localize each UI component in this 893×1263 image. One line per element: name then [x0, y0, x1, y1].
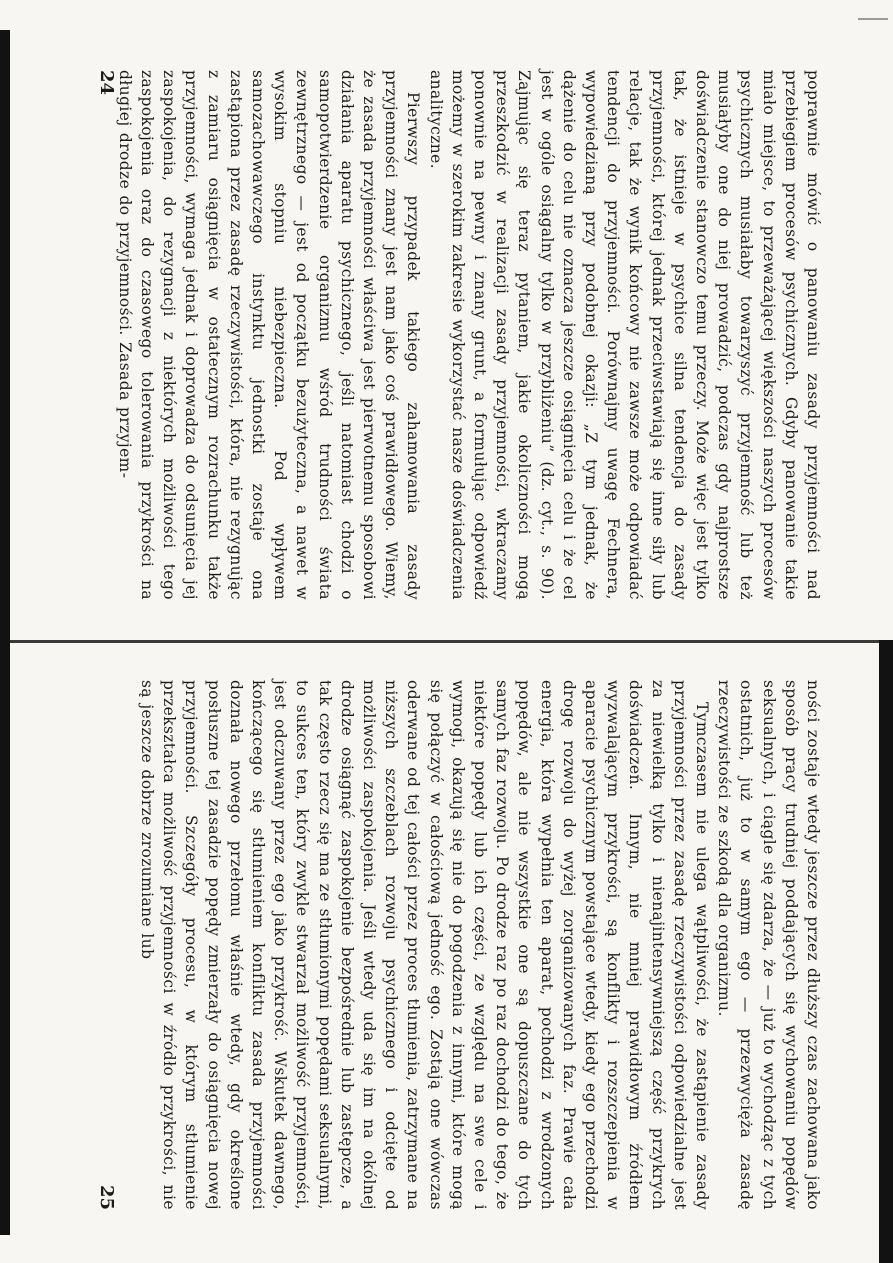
page-24-text: [114, 70, 825, 600]
paragraph: Tymczasem nie ulega wątpliwości, że zastąpienie zasady przyjemności przez zasadę rzeczywistości odpowiedzialne jest za niewielką tylko i nienajintensywniejszą część przykrych doświadczeń. Innym, nie mniej prawidłowym źródłem wyzwalającym przykrości, są konflikty i rozszczepienia w aparacie psychicznym powstające wtedy, kiedy ego przechodzi drogę rozwoju do wyżej zorganizowanych faz. Prawie cała energia, która wypełnia ten aparat, pochodzi z wrodzonych popędów, ale nie wszystkie one są dopuszczane do tych samych faz rozwoju. Po drodze raz po raz dochodzi do tego, że niektóre popędy lub ich części, ze względu na swe cele i wymogi, okazują się nie do pogodzenia z innymi, które mogą się połączyć w całościową jedność ego. Zostają one wówczas oderwane od tej całości przez proces tłumienia, zatrzymane na niższych szczeblach rozwoju psychicznego i odcięte od możliwości zaspokojenia. Jeśli wtedy uda się im na okólnej drodze osiągnąć zaspokojenie bezpośrednie lub zastępcze, a tak często rzecz się ma ze stłumionymi popędami seksualnymi, to sukces ten, który zwykle stwarzał możliwość przyjemności, jest odczuwany przez ego jako przykrość. Wskutek dawnego, kończącego się stłumieniem konfliktu zasada przyjemności doznała nowego przełomu właśnie wtedy, gdy określone posłuszne tej zasadzie popędy zmierzały do osiągnięcia nowej przyjemności. Szczegóły procesu, w którym stłumienie przekształca możliwość przyjemności w źródło przykrości, nie są jeszcze dobrze zrozumiane lub: [137, 680, 711, 1210]
page-25: [90, 660, 860, 1230]
page-number: 25: [96, 1184, 117, 1210]
page-25-text: [136, 680, 824, 1210]
paragraph: poprawnie mówić o panowaniu zasady przyjemności nad przebiegiem procesów psychicznych. Gdyby panowanie takie miało miejsce, to przeważającej większości naszych procesów psychicznych musiałaby towarzyszyć przyjemność lub też musiałyby one do niej prowadzić, podczas gdy najprostsze doświadczenie stanowczo temu przeczy. Może więc jest tylko tak, że istnieje w psychice silna tendencja do zasady przyjemności, której jednak przeciwstawiają się inne siły lub relacje, tak że wynik końcowy nie zawsze może odpowiadać tendencji do przyjemności. Porównajmy uwagę Fechnera, wypowiedzianą przy podobnej okazji: „Z tym jednak, że dążenie do celu nie oznacza jeszcze osiągnięcia celu i że cel jest w ogóle osiągalny tylko w przybliżeniu” (dz. cyt., s. 90). Zajmując się teraz pytaniem, jakie okoliczności mogą przeszkodzić w realizacji zasady przyjemności, wkraczamy ponownie na pewny i znany grunt, a formułując odpowiedź możemy w szerokim zakresie wykorzystać nasze doświadczenia analityczne.: [426, 70, 822, 600]
scan-right-edge: [879, 640, 893, 1263]
paragraph: Pierwszy przypadek takiego zahamowania zasady przyjemności znany jest nam jako coś prawidłowego. Wiemy, że zasada przyjemności właściwa jest pierwotnemu sposobowi działania aparatu psychicznego, jeśli natomiast chodzi o samopotwierdzenie organizmu wśród trudności świata zewnętrznego — jest od początku bezużyteczna, a nawet w wysokim stopniu niebezpieczna. Pod wpływem samozachowawczego instynktu jednostki zostaje ona zastąpiona przez zasadę rzeczywistości, która, nie rezygnując z zamiaru osiągnięcia w ostatecznym rozrachunku także przyjemności, wymaga jednak i doprowadza do odsunięcia jej zaspokojenia, do rezygnacji z niektórych możliwości tego zaspokojenia oraz do czasowego tolerowania przykrości na długiej drodze do przyjemności. Zasada przyjem-: [115, 70, 423, 600]
paragraph: ności zostaje wtedy jeszcze przez dłuższy czas zachowana jako sposób pracy trudniej poddających się wychowaniu popędów seksualnych, i ciągle się zdarza, że — już to wychodząc z tych ostatnich, już to w samym ego — przezwycięża zasadę rzeczywistości ze szkodą dla organizmu.: [715, 680, 822, 1210]
page-fold-line: [10, 640, 879, 643]
page-number: 24: [96, 70, 117, 96]
scan-mark: [858, 18, 888, 20]
scan-left-edge: [0, 30, 10, 1235]
page-24: [90, 50, 860, 620]
